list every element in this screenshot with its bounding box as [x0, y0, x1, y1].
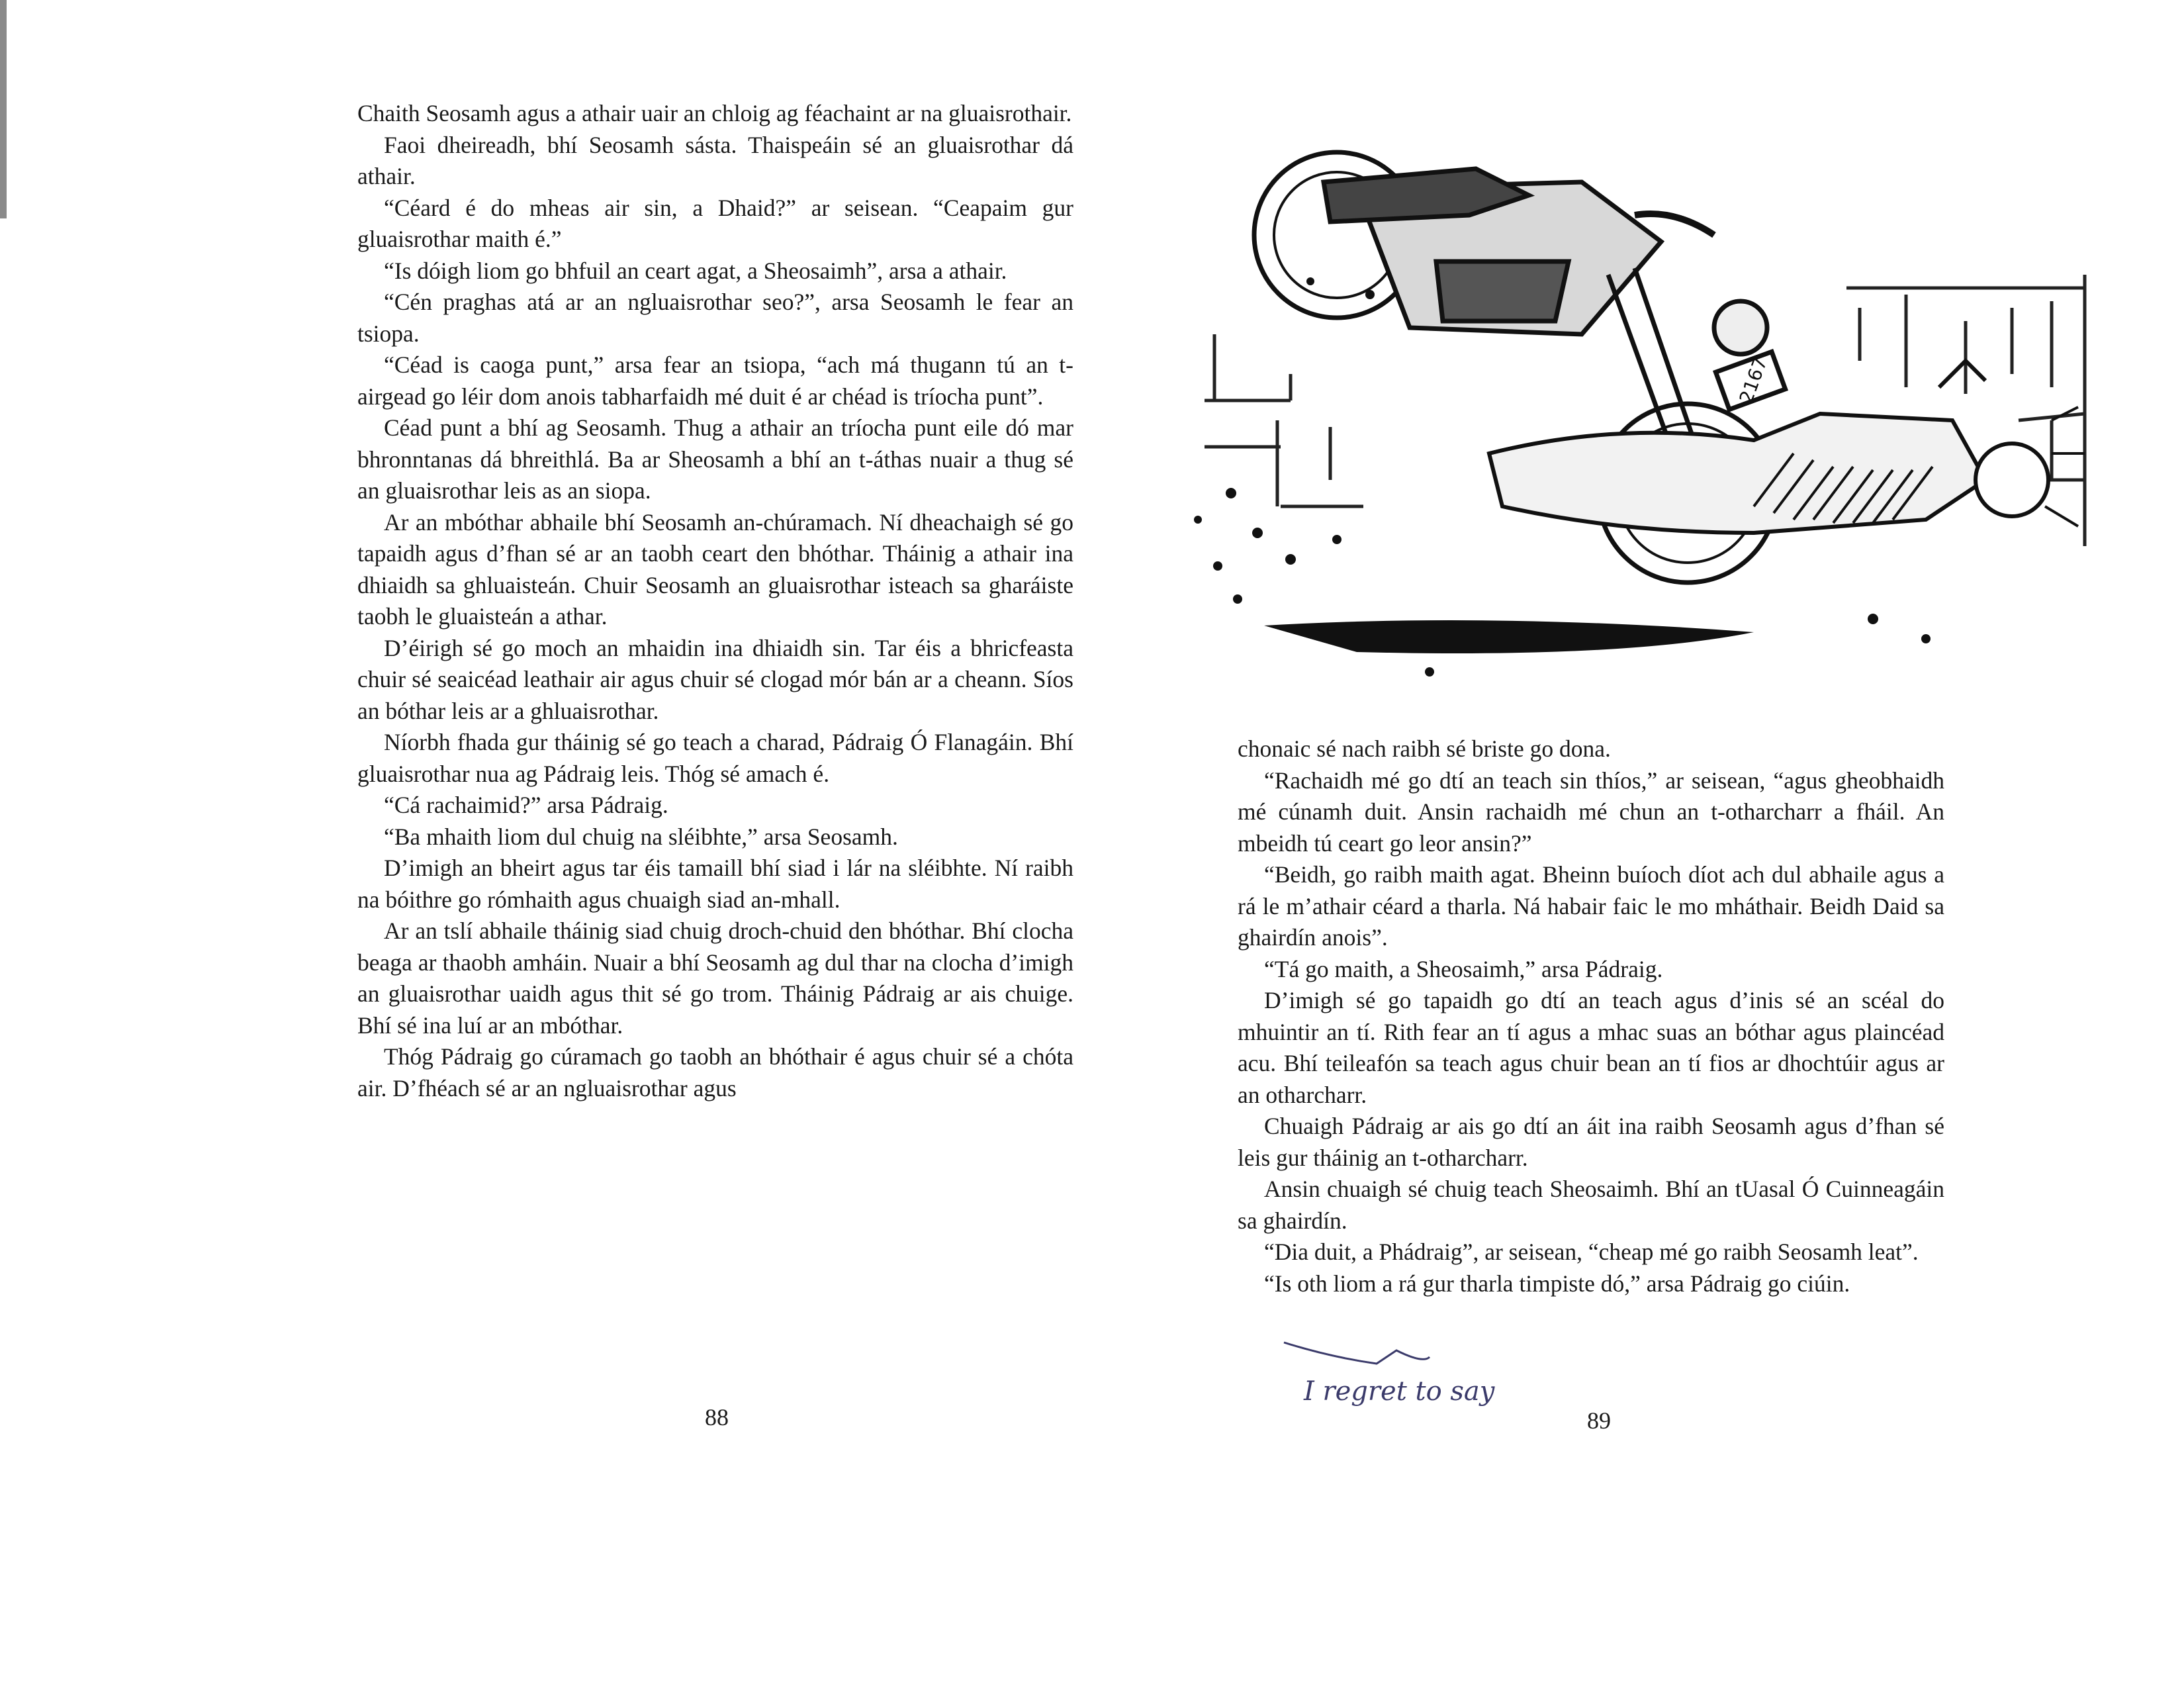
handwritten-annotation	[1277, 1337, 1529, 1417]
annotation-underline	[1284, 1342, 1430, 1364]
left-page-paragraph: “Cén praghas atá ar an ngluaisrothar seo?”, arsa Seosamh le fear an tsiopa.	[357, 289, 1073, 347]
left-page-text	[357, 98, 1073, 1104]
left-page-paragraph: Níorbh fhada gur tháinig sé go teach a charad, Pádraig Ó Flanagáin. Bhí gluaisrothar nua ag Pádraig leis. Thóg sé amach é.	[357, 729, 1073, 787]
plate-number: 2167	[1735, 354, 1772, 406]
left-page-paragraph: D’imigh an bheirt agus tar éis tamaill bhí siad i lár na sléibhte. Ní raibh na bóithre go rómhaith agus chuaigh siad an-mhall.	[357, 855, 1073, 913]
right-page-paragraph: “Is oth liom a rá gur tharla timpiste dó,” arsa Pádraig go ciúin.	[1264, 1270, 1850, 1297]
road-shadow	[1264, 620, 1754, 653]
right-page-paragraph: “Beidh, go raibh maith agat. Bheinn buíoch díot ach dul abhaile agus a rá le m’athair céard a tharla. Ná habair faic le mo mháthair. Beidh Daid sa ghairdín anois”.	[1238, 861, 1944, 951]
right-page-paragraph: “Tá go maith, a Sheosaimh,” arsa Pádraig.	[1264, 955, 1663, 982]
left-page-paragraph: Céad punt a bhí ag Seosamh. Thug a athair an tríocha punt eile dó mar bhronntanas dá bhreithlá. Ba ar Sheosamh a bhí an t-áthas nuair a thug sé an gluaisrothar leis as an siopa.	[357, 414, 1073, 504]
left-page-paragraph: “Cá rachaimid?” arsa Pádraig.	[384, 792, 668, 818]
left-page-paragraph: Faoi dheireadh, bhí Seosamh sásta. Thaispeáin sé an gluaisrothar dá athair.	[357, 131, 1073, 189]
left-page-paragraph: Ar an tslí abhaile tháinig siad chuig droch-chuid den bhóthar. Bhí clocha beaga ar thaobh amháin. Nuair a bhí Seosamh ag dul thar na clocha d’imigh an gluaisrothar uaidh agus thit sé go trom. Tháinig Pádraig ar ais chuige. Bhí sé ina luí ar an mbóthar.	[357, 917, 1073, 1039]
left-page-paragraph: D’éirigh sé go moch an mhaidin ina dhiaidh sin. Tar éis a bhricfeasta chuir sé seaicéad leathair air agus chuir sé clogad mór bán ar a cheann. Síos an bóthar leis ar a ghluaisrothar.	[357, 634, 1073, 724]
right-page-paragraph: “Rachaidh mé go dtí an teach sin thíos,” ar seisean, “agus gheobhaidh mé cúnamh duit. Ansin rachaidh mé chun an t-otharcharr a fháil. An mbeidh tú ceart go leor ansin?”	[1238, 767, 1944, 857]
left-page-paragraph: “Is dóigh liom go bhfuil an ceart agat, a Sheosaimh”, arsa a athair.	[384, 257, 1007, 284]
right-page-paragraph: Chuaigh Pádraig ar ais go dtí an áit ina raibh Seosamh agus d’fhan sé leis gur tháinig an t-otharcharr.	[1238, 1113, 1944, 1171]
left-page-paragraph: “Céad is caoga punt,” arsa fear an tsiopa, “ach má thugann tú an t-airgead go léir dom anois tabharfaidh mé duit é ar chéad is tríocha punt”.	[357, 352, 1073, 410]
left-page-paragraph: “Ba mhaith liom dul chuig na sléibhte,” arsa Seosamh.	[384, 823, 898, 850]
right-page-number: 89	[1587, 1407, 1611, 1434]
right-page-paragraph: D’imigh sé go tapaidh go dtí an teach agus d’inis sé an scéal do mhuintir an tí. Rith fear an tí agus a mhac suas an bóthar agus plaincéad acu. Bhí teileafón sa teach agus chuir bean an tí fios ar dhochtúir agus ar an otharcharr.	[1238, 987, 1944, 1108]
right-page-paragraph: chonaic sé nach raibh sé briste go dona.	[1238, 735, 1611, 762]
handwritten-note: I regret to say	[1304, 1376, 1495, 1407]
left-page-paragraph: Chaith Seosamh agus a athair uair an chloig ag féachaint ar na gluaisrothair.	[357, 100, 1072, 126]
left-page-paragraph: “Céard é do mheas air sin, a Dhaid?” ar seisean. “Ceapaim gur gluaisrothar maith é.”	[357, 194, 1073, 252]
left-page-paragraph: Ar an mbóthar abhaile bhí Seosamh an-chúramach. Ní dheachaigh sé go tapaidh agus d’fhan sé ar an taobh ceart den bhóthar. Tháinig a athair ina dhiaidh sa ghluaisteán. Chuir Seosamh an gluaisrothar isteach sa gharáiste taobh le gluaisteán a athar.	[357, 508, 1073, 630]
scan-edge	[0, 0, 7, 218]
right-page-text	[1238, 733, 1944, 1299]
right-page-paragraph: “Dia duit, a Phádraig”, ar seisean, “cheap mé go raibh Seosamh leat”.	[1264, 1239, 1919, 1265]
left-page-paragraph: Thóg Pádraig go cúramach go taobh an bhóthair é agus chuir sé a chóta air. D’fhéach sé ar an ngluaisrothar agus	[357, 1043, 1073, 1102]
motorcycle-crash-illustration	[1158, 109, 2098, 692]
right-page-paragraph: Ansin chuaigh sé chuig teach Sheosaimh. Bhí an tUasal Ó Cuinneagáin sa ghairdín.	[1238, 1176, 1944, 1234]
left-page-number: 88	[705, 1404, 729, 1430]
left-wall	[1205, 334, 1363, 506]
